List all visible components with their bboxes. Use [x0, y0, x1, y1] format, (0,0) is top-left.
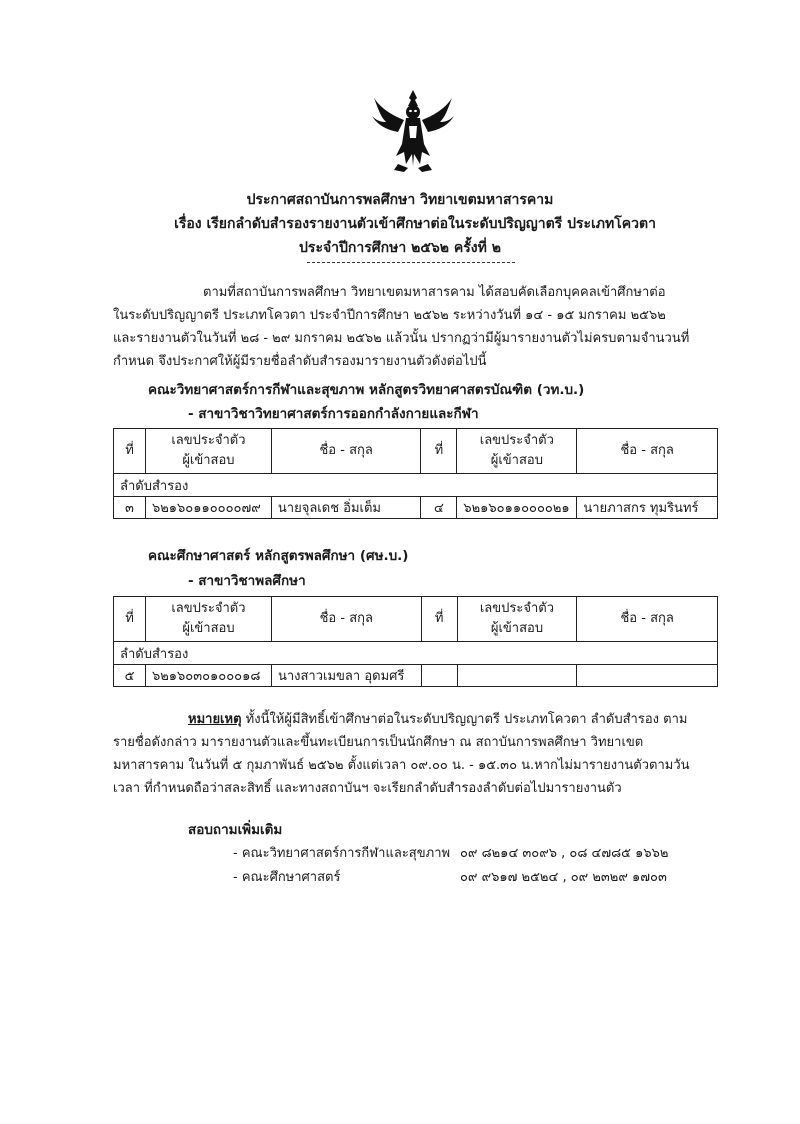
contact-phone: ๐๙ ๘๒๑๔ ๓๐๙๖ , ๐๘ ๔๗๘๕ ๑๖๖๒: [460, 846, 669, 861]
results-table: [113, 596, 718, 687]
title-divider: [307, 262, 515, 263]
table-row: [114, 497, 718, 519]
cell-no: [421, 665, 457, 687]
note-text: ทั้งนี้ให้ผู้มีสิทธิ์เข้าศึกษาต่อในระดับปริญญาตรี ประเภทโควตา ลำดับสำรอง ตาม: [245, 712, 688, 727]
cell-id: ๖๒๑๖๐๑๑๐๐๐๐๗๙: [145, 497, 271, 519]
major-heading: - สาขาวิชาพลศึกษา: [188, 573, 306, 589]
title-line-2: เรื่อง เรียกลำดับสำรองรายงานตัวเข้าศึกษาต่อในระดับปริญญาตรี ประเภทโควตา: [174, 216, 656, 232]
cell-name: นายจุลเดช อิ่มเต็ม: [271, 497, 421, 519]
cell-name: นายภาสกร ทุมรินทร์: [577, 497, 718, 519]
cell-name: [577, 665, 718, 687]
group-row: [114, 474, 718, 497]
col-header-id-line2: ผู้เข้าสอบ: [182, 453, 235, 468]
col-header-name: ชื่อ - สกุล: [271, 429, 421, 474]
col-header-no: ที่: [421, 597, 457, 642]
col-header-id: [145, 429, 271, 474]
note-paragraph: [113, 708, 713, 800]
cell-no: ๕: [114, 665, 146, 687]
cell-id: ๖๒๑๖๐๑๑๐๐๐๐๒๑: [457, 497, 577, 519]
col-header-id-line1: เลขประจำตัว: [479, 433, 554, 448]
col-header-no: ที่: [114, 429, 146, 474]
intro-line: ตามที่สถาบันการพลศึกษา วิทยาเขตมหาสารคาม ได้สอบคัดเลือกบุคคลเข้าศึกษาต่อ: [203, 285, 666, 300]
contact-label: - คณะวิทยาศาสตร์การกีฬาและสุขภาพ: [233, 846, 451, 861]
faculty-heading: คณะวิทยาศาสตร์การกีฬาและสุขภาพ หลักสูตรวิทยาศาสตรบัณฑิต (วท.บ.): [148, 382, 585, 398]
col-header-id: [457, 597, 577, 642]
cell-no: ๔: [421, 497, 457, 519]
table-row: [114, 665, 718, 687]
col-header-id: [457, 429, 577, 474]
garuda-emblem-icon: [368, 86, 458, 176]
major-heading: - สาขาวิชาวิทยาศาสตร์การออกกำลังกายและกีฬา: [188, 406, 479, 422]
faculty-heading: คณะศึกษาศาสตร์ หลักสูตรพลศึกษา (ศษ.บ.): [148, 548, 409, 564]
col-header-id-line1: เลขประจำตัว: [479, 601, 555, 616]
group-label: ลำดับสำรอง: [114, 474, 718, 497]
col-header-name: ชื่อ - สกุล: [577, 597, 718, 642]
col-header-id: [145, 597, 271, 642]
table-header-row: [114, 597, 718, 642]
group-row: [114, 642, 718, 665]
col-header-id-line1: เลขประจำตัว: [171, 601, 246, 616]
title-line-3: ประจำปีการศึกษา ๒๕๖๒ ครั้งที่ ๒: [299, 240, 501, 256]
results-table: [113, 428, 718, 519]
col-header-id-line2: ผู้เข้าสอบ: [182, 621, 235, 636]
intro-line: ในระดับปริญญาตรี ประเภทโควตา ประจำปีการศึกษา ๒๕๖๒ ระหว่างวันที่ ๑๔ - ๑๕ มกราคม ๒๕๖๒: [113, 308, 666, 323]
contact-phone: ๐๙ ๙๖๑๗ ๒๕๒๔ , ๐๙ ๒๓๒๙ ๑๗๐๓: [460, 870, 667, 885]
col-header-id-line2: ผู้เข้าสอบ: [490, 453, 543, 468]
col-header-id-line2: ผู้เข้าสอบ: [490, 621, 544, 636]
note-line: รายชื่อดังกล่าว มารายงานตัวและขึ้นทะเบียนการเป็นนักศึกษา ณ สถาบันการพลศึกษา วิทยาเขต: [113, 735, 644, 750]
cell-no: ๓: [114, 497, 146, 519]
cell-name: นางสาวเมขลา อุดมศรี: [271, 665, 421, 687]
col-header-name: ชื่อ - สกุล: [271, 597, 421, 642]
intro-line: กำหนด จึงประกาศให้ผู้มีรายชื่อลำดับสำรองมารายงานตัวดังต่อไปนี้: [113, 354, 487, 369]
title-line-1: ประกาศสถาบันการพลศึกษา วิทยาเขตมหาสารคาม: [246, 192, 554, 208]
cell-id: ๖๒๑๖๐๓๐๑๐๐๐๑๘: [145, 665, 271, 687]
announcement-title: [0, 188, 800, 260]
note-line: มหาสารคาม ในวันที่ ๕ กุมภาพันธ์ ๒๕๖๒ ตั้งแต่เวลา ๐๙.๐๐ น. - ๑๕.๓๐ น.หากไม่มารายงานตัวตามวัน: [113, 758, 690, 773]
intro-paragraph: [113, 281, 713, 373]
contact-label: - คณะศึกษาศาสตร์: [233, 870, 341, 885]
table-header-row: [114, 429, 718, 474]
col-header-no: ที่: [114, 597, 146, 642]
note-line: เวลา ที่กำหนดถือว่าสละสิทธิ์ และทางสถาบันฯ จะเรียกลำดับสำรองลำดับต่อไปมารายงานตัว: [113, 781, 622, 796]
intro-line: และรายงานตัวในวันที่ ๒๘ - ๒๙ มกราคม ๒๕๖๒ แล้วนั้น ปรากฏว่ามีผู้มารายงานตัวไม่ครบตามจำนวนที่: [113, 331, 690, 346]
col-header-name: ชื่อ - สกุล: [577, 429, 718, 474]
cell-id: [457, 665, 577, 687]
contact-title: สอบถามเพิ่มเติม: [188, 822, 283, 838]
note-heading: หมายเหตุ: [188, 712, 242, 727]
note-line: [113, 708, 713, 731]
group-label: ลำดับสำรอง: [114, 642, 718, 665]
col-header-id-line1: เลขประจำตัว: [171, 433, 246, 448]
col-header-no: ที่: [421, 429, 457, 474]
